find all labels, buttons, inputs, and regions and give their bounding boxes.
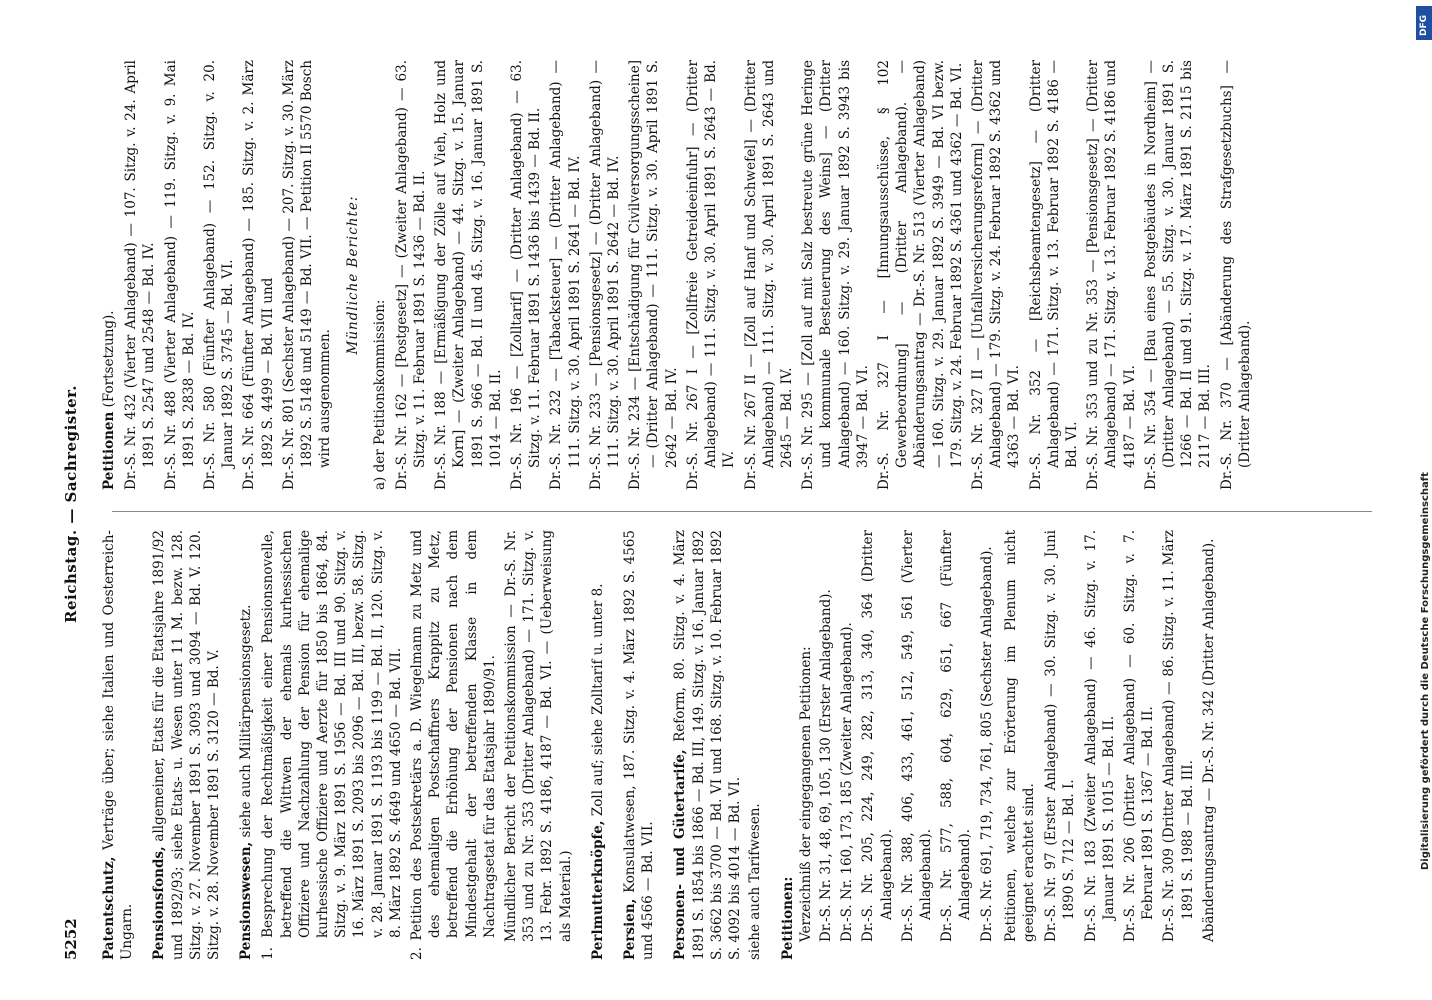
continued-heading	[100, 60, 118, 490]
report-line: Dr.-S. Nr. 232 — [Tabacksteuer] — (Dritter Anlageband) — 111. Sitzg. v. 30. April 1891 S. 2641 — Bd. IV.	[548, 60, 583, 490]
right-petition-line: Dr.-S. Nr. 664 (Fünfter Anlageband) — 185. Sitzg. v. 2. März 1892 S. 4499 — Bd. VII und	[241, 60, 276, 490]
entry-pensionsfonds	[150, 530, 223, 960]
petition-list-line: Dr.-S. Nr. 31, 48, 69, 105, 130 (Erster Anlageband).	[817, 589, 834, 942]
entry-personentarife	[671, 530, 764, 960]
entry-head: Pensionsfonds,	[151, 846, 168, 960]
entry-text: Zoll auf; siehe Zolltarif u. unter 8.	[589, 583, 606, 817]
pensionswesen-item-1: 1. Besprechung der Rechtmäßigkeit einer Pensionsnovelle, betreffend die Wittwen der ehemals kurhessischen Offiziere und Nachzahlung der Pension für ehemalige kurhessische Offiziere und Aerzte für 1850 bis 1864, 84. Sitzg. v. 9. März 1891 S. 1956 — Bd. III und 90. Sitzg. v. 16. März 1891 S. 2093 bis 2096 — Bd. III, bezw. 58. Sitzg. v. 28. Januar 1891 S. 1193 bis 1199 — Bd. II, 120. Sitzg. v. 8. März 1892 S. 4649 und 4650 — Bd. VII.	[260, 530, 404, 960]
entry-persien	[621, 530, 657, 960]
petition-list-line: Dr.-S. Nr. 205, 224, 249, 282, 313, 340, 364 (Dritter Anlageband).	[860, 530, 895, 942]
page-header	[60, 48, 88, 960]
entry-line	[671, 530, 744, 960]
see-also: siehe auch Tarifwesen.	[747, 803, 764, 960]
report-line: Dr.-S. Nr. 196 — [Zolltarif] — (Dritter Anlageband) — 63. Sitzg. v. 11. Februar 1891 S. 1436 bis 1439 — Bd. II.	[509, 60, 544, 490]
report-line: Dr.-S. Nr. 295 — [Zoll auf mit Salz bestreute grüne Heringe und kommunale Besteuerung des Weins] — (Dritter Anlageband) — 160. Sitzg. v. 29. Januar 1892 S. 3943 bis 3947 — Bd. VI.	[800, 60, 871, 490]
report-line: Dr.-S. Nr. 267 II — [Zoll auf Hanf und Schwefel] — (Dritter Anlageband) — 111. Sitzg. v. 30. April 1891 S. 2643 und 2645 — Bd. IV.	[742, 60, 795, 490]
entry-text: allgemeiner, Etats für die Etatsjahre 1891/92 und 1892/93; siehe Etats- u. Wesen unter 11 M. bezw. 128. Sitzg. v. 27. November 1891 S. 3093 und 3094 — Bd. V. 120. Sitzg. v. 28. November 1891 S. 3120 — Bd. V.	[151, 530, 223, 960]
petition-list-line: Dr.-S. Nr. 160, 173, 185 (Zweiter Anlageband).	[839, 622, 856, 942]
entry-text: siehe auch Militärpensionsgesetz.	[238, 604, 255, 838]
report-line: Dr.-S. Nr. 233 — [Pensionsgesetz] — (Dritter Anlageband) — 111. Sitzg. v. 30. April 1891 S. 2642 — Bd. IV.	[587, 60, 623, 490]
report-line: Dr.-S. Nr. 267 I — [Zollfreie Getreideeinfuhr] — (Dritter Anlageband) — 111. Sitzg. v. 30. April 1891 S. 2643 — Bd. IV.	[684, 60, 738, 490]
right-petition-line: Dr.-S. Nr. 801 (Sechster Anlageband) — 207. Sitzg. v. 30. März 1892 S. 5148 und 5149 — Bd. VII. — Petition II 5570 Bosch wird ausgenommen.	[280, 60, 334, 490]
report-line: Dr.-S. Nr. 234 — [Entschädigung für Civilversorgungsscheine] — (Dritter Anlageband) — 111. Sitzg. v. 30. April 1891 S. 2642 — Bd. IV.	[627, 60, 680, 490]
plenum-list-line: Dr.-S. Nr. 309 (Dritter Anlageband) — 86. Sitzg. v. 11. März 1891 S. 1988 — Bd. III.	[1161, 530, 1196, 942]
page-number: 5252	[62, 918, 80, 960]
entry-head: Patentschutz,	[101, 856, 117, 960]
plenum-list-line: Abänderungsantrag — Dr.-S. Nr. 342 (Dritter Anlageband).	[1200, 538, 1217, 942]
pensionswesen-item-2: 2. Petition des Postsekretärs a. D. Wiegelmann zu Metz und des ehemaligen Postschaffners Krappitz zu Metz, betreffend die Erhöhung der Pensionen nach dem Mindestgehalt der betreffenden Klasse in dem Nachtragsetat für das Etatsjahr 1890/91.	[409, 530, 498, 960]
entry-petitionen	[779, 530, 1218, 960]
entry-head: Petitionen:	[779, 876, 796, 960]
report-line: Dr.-S. Nr. 327 I — [Innungsausschüsse, § 102 Gewerbeordnung] — (Dritter Anlageband). — Abänderungsantrag — Dr.-S. Nr. 513 (Vierter Anlageband) — 160. Sitzg. v. 29. Januar 1892 S. 3949 — Bd. VI bezw. 179. Sitzg. v. 24. Februar 1892 S. 4361 und 4362 — Bd. VI.	[875, 60, 965, 490]
entry-patentschutz	[100, 530, 136, 960]
plenum-list-line: Dr.-S. Nr. 183 (Zweiter Anlageband) — 46. Sitzg. v. 17. Januar 1891 S. 1015 — Bd. II.	[1082, 530, 1117, 942]
entry-head: Petitionen	[101, 411, 117, 490]
entry-pensionswesen	[237, 530, 575, 960]
column-divider	[112, 511, 1372, 512]
entry-perlmutterknoepfe	[589, 530, 607, 960]
plenum-list-line: Dr.-S. Nr. 97 (Erster Anlageband) — 30. Sitzg. v. 30. Juni 1890 S. 712 — Bd. I.	[1043, 530, 1078, 942]
reports-list	[393, 60, 1254, 490]
entry-head: Pensionswesen,	[238, 841, 255, 960]
entry-text: Reform, 80. Sitzg. v. 4. März 1891 S. 1854 bis 1866 — Bd. III, 149. Sitzg. v. 16. Januar 1892 S. 3662 bis 3700 — Bd. VI und 168. Sitzg. v. 10. Februar 1892 S. 4092 bis 4014 — Bd. VI.	[672, 530, 744, 960]
plenum-list-line: Dr.-S. Nr. 206 (Dritter Anlageband) — 60. Sitzg. v. 7. Februar 1891 S. 1367 — Bd. II.	[1121, 530, 1157, 942]
right-petition-list	[122, 60, 334, 490]
reports-subtitle: a) der Petitionskommission:	[371, 299, 388, 490]
entry-text: Verträge über; siehe Italien und Oesterreich-Ungarn.	[101, 530, 136, 960]
report-line: Dr.-S. Nr. 188 — [Ermäßigung der Zölle auf Vieh, Holz und Korn] — (Zweiter Anlageband) — 44. Sitzg. v. 15. Januar 1891 S. 966 — Bd. II und 45. Sitzg. v. 16. Januar 1891 S. 1014 — Bd. II.	[433, 60, 504, 490]
left-column	[100, 530, 1232, 960]
funding-note	[1418, 10, 1432, 990]
right-petition-line: Dr.-S. Nr. 432 (Vierter Anlageband) — 107. Sitzg. v. 24. April 1891 S. 2547 und 2548 — Bd. IV.	[123, 60, 158, 490]
petition-list-line: Dr.-S. Nr. 691, 719, 734, 761, 805 (Sechster Anlageband).	[978, 546, 995, 942]
report-line: Dr.-S. Nr. 353 und zu Nr. 353 — [Pensionsgesetz] — (Dritter Anlageband) — 171. Sitzg. v. 13. Februar 1892 S. 4186 und 4187 — Bd. VI.	[1085, 60, 1138, 490]
pensionswesen-report: Mündlicher Bericht der Petitionskommission — Dr.-S. Nr. 353 und zu Nr. 353 (Dritter Anlageband) — 171. Sitzg. v. 13. Febr. 1892 S. 4186, 4187 — Bd. VI. — (Ueberweisung als Material.)	[503, 530, 574, 942]
right-column	[100, 60, 1257, 490]
petition-list-line: Dr.-S. Nr. 388, 406, 433, 461, 512, 549, 561 (Vierter Anlageband).	[899, 530, 934, 942]
plenum-list	[1042, 530, 1218, 960]
plenum-intro: Petitionen, welche zur Erörterung im Plenum nicht geeignet erachtet sind.	[1002, 530, 1037, 942]
entry-text: Konsulatwesen, 187. Sitzg. v. 4. März 1892 S. 4565 und 4566 — Bd. VII.	[622, 530, 657, 960]
report-line: Dr.-S. Nr. 370 — [Abänderung des Strafgesetzbuchs] — (Dritter Anlageband).	[1218, 60, 1253, 490]
petition-list	[817, 530, 996, 960]
reports-title: Mündliche Berichte:	[345, 195, 362, 355]
funding-note-text: Digitalisierung gefördert durch die Deutsche Forschungsgemeinschaft	[1420, 472, 1431, 870]
report-line: Dr.-S. Nr. 352 — [Reichsbeamtengesetz] — (Dritter Anlageband) — 171. Sitzg. v. 13. Februar 1892 S. 4186 — Bd. VI.	[1027, 60, 1080, 490]
running-title: Reichstag. — Sachregister.	[62, 385, 80, 623]
petition-list-intro: Verzeichniß der eingegangenen Petitionen:	[797, 646, 814, 942]
entry-head: Persien,	[622, 898, 639, 960]
report-line: Dr.-S. Nr. 162 — [Postgesetz] — (Zweiter Anlageband) — 63. Sitzg. v. 11. Februar 1891 S. 1436 — Bd. II.	[393, 60, 429, 490]
report-line: Dr.-S. Nr. 354 — [Bau eines Postgebäudes in Nordheim] — (Dritter Anlageband) — 55. Sitzg. v. 30. Januar 1891 S. 1266 — Bd. II und 91. Sitzg. v. 17. März 1891 S. 2115 bis 2117 — Bd. III.	[1142, 60, 1214, 490]
continued-label: (Fortsetzung).	[101, 310, 117, 408]
report-line: Dr.-S. Nr. 327 II — [Unfallversicherungsreform] — (Dritter Anlageband) — 179. Sitzg. v. 24. Februar 1892 S. 4362 und 4363 — Bd. VI.	[969, 60, 1023, 490]
entry-head: Personen- und Gütertarife,	[672, 749, 689, 960]
petition-list-line: Dr.-S. Nr. 577, 588, 604, 629, 651, 667 (Fünfter Anlageband).	[939, 530, 974, 942]
entry-head: Perlmutterknöpfe,	[589, 820, 606, 960]
right-petition-line: Dr.-S. Nr. 580 (Fünfter Anlageband) — 152. Sitzg. v. 20. Januar 1892 S. 3745 — Bd. VI.	[202, 60, 237, 490]
entry-line	[237, 530, 255, 960]
right-petition-line: Dr.-S. Nr. 488 (Vierter Anlageband) — 119. Sitzg. v. 9. Mai 1891 S. 2838 — Bd. IV.	[162, 60, 197, 490]
dfg-logo-text: DFG	[1419, 14, 1429, 36]
